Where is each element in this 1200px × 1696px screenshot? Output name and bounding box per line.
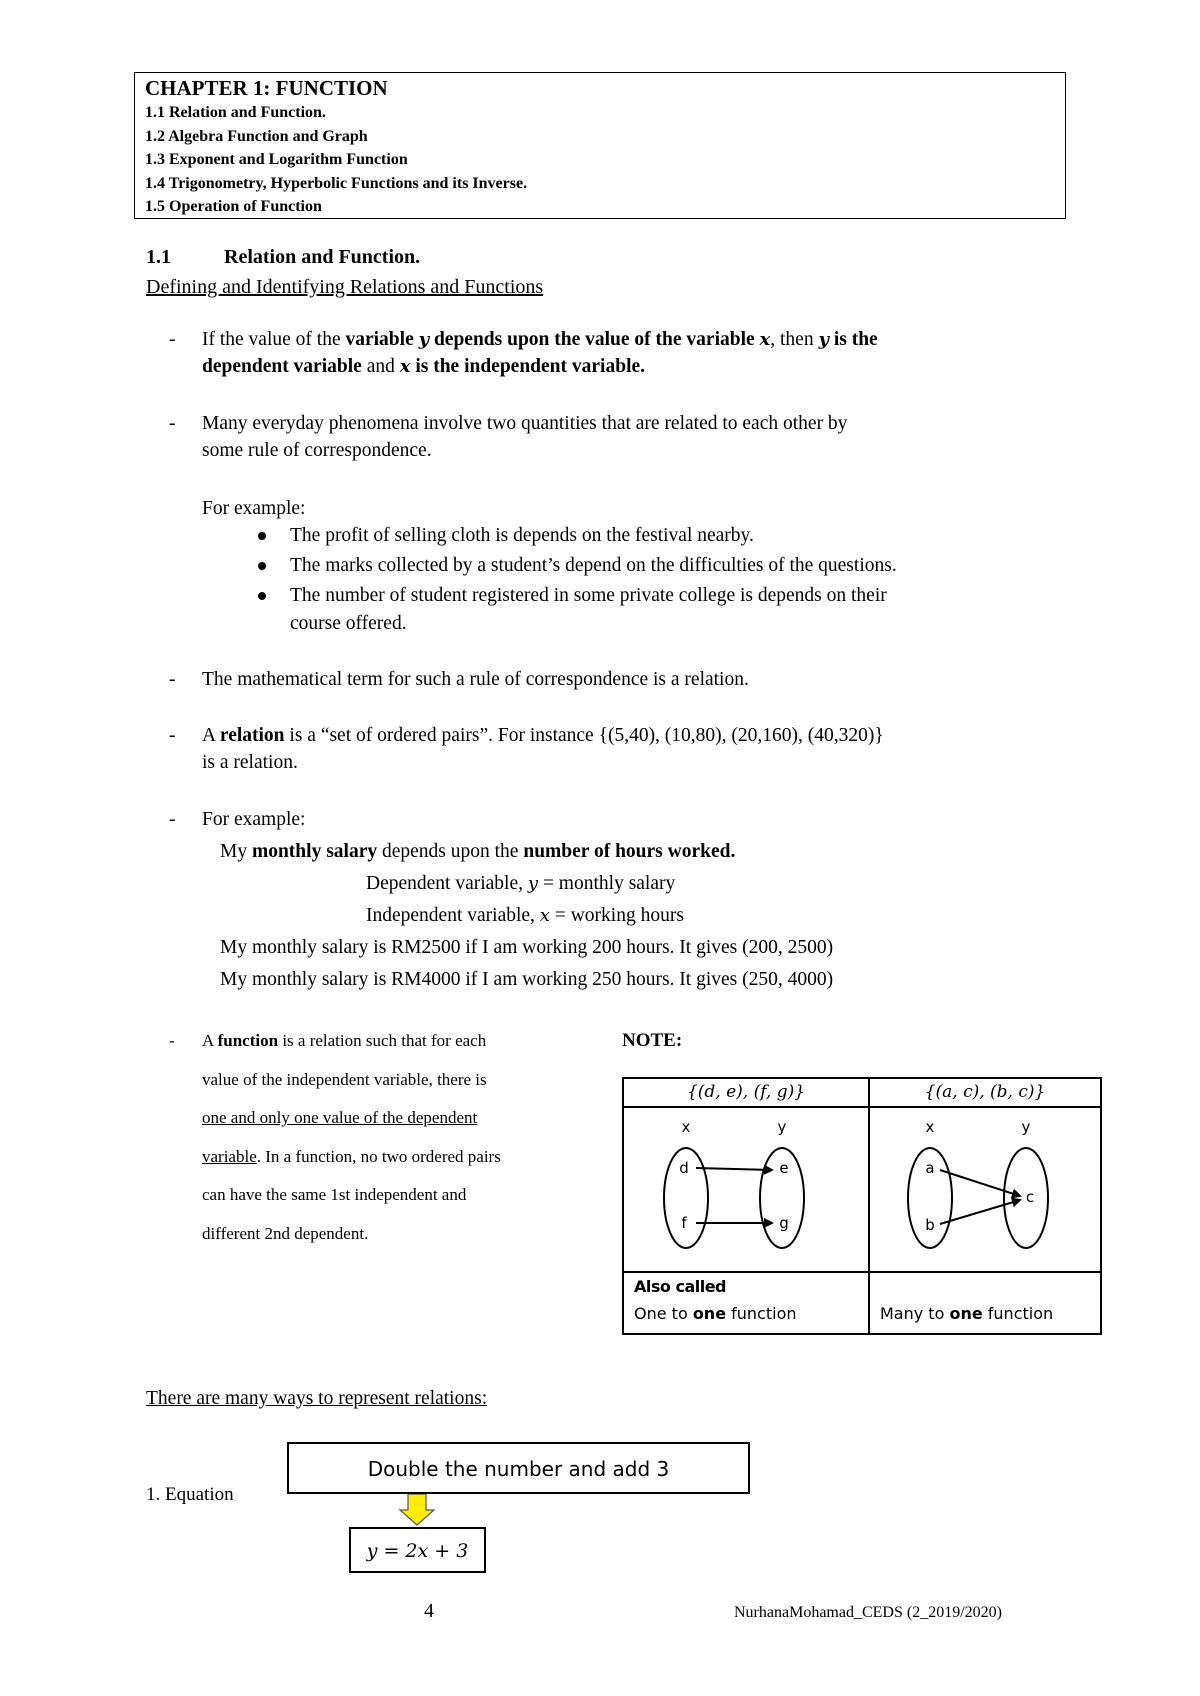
equation-label: 1. Equation: [146, 1484, 234, 1505]
y-axis-label: y: [1021, 1118, 1031, 1136]
also-called-label: Also called: [634, 1277, 727, 1296]
chapter-title: CHAPTER 1: FUNCTION: [145, 76, 388, 100]
down-arrow-icon: [398, 1494, 436, 1526]
bullet-item: The number of student registered in some private college is depends on their: [290, 582, 887, 610]
equation-description-box: Double the number and add 3: [287, 1442, 750, 1494]
paragraph-example-salary: - For example:: [169, 809, 306, 830]
bullet-item: The profit of selling cloth is depends on the festival nearby.: [290, 522, 754, 550]
chapter-box: [134, 72, 1066, 219]
range-element: g: [779, 1214, 789, 1232]
equation-formula-box: y = 2x + 3: [349, 1527, 486, 1573]
salary-line: My monthly salary depends upon the number of hours worked.: [220, 841, 736, 862]
salary-example-2: My monthly salary is RM4000 if I am working 250 hours. It gives (250, 4000): [220, 969, 834, 990]
note-header-one-to-one: {(d, e), (f, g)}: [623, 1078, 869, 1107]
toc-item: 1.5 Operation of Function: [145, 198, 322, 215]
mapping-diagram-cell: [869, 1107, 1101, 1272]
x-axis-label: x: [925, 1118, 935, 1136]
range-element: e: [779, 1159, 789, 1177]
ways-heading: There are many ways to represent relations:: [146, 1388, 488, 1409]
mapping-arrow: [696, 1168, 772, 1170]
toc-item: 1.1 Relation and Function.: [145, 104, 326, 121]
example-label: For example:: [202, 498, 306, 519]
dependent-variable-line: Dependent variable, y = monthly salary: [366, 873, 676, 894]
subheading: Defining and Identifying Relations and Functions: [146, 276, 544, 298]
paragraph-phenomena: - Many everyday phenomena involve two quantities that are related to each other by some rule of correspondence.: [169, 413, 848, 461]
note-header-many-to-one: {(a, c), (b, c)}: [869, 1078, 1101, 1107]
y-axis-label: y: [777, 1118, 787, 1136]
page-number: 4: [424, 1600, 434, 1622]
toc-item: 1.3 Exponent and Logarithm Function: [145, 151, 408, 168]
paragraph-variables: - If the value of the variable y depends upon the value of the variable x, then y is the dependent variable and x is the independent variable.: [169, 329, 878, 377]
footer-credit: NurhanaMohamad_CEDS (2_2019/2020): [734, 1604, 1002, 1621]
range-element: c: [1025, 1188, 1035, 1206]
mapping-diagram-cell: [623, 1107, 869, 1272]
x-axis-label: x: [681, 1118, 691, 1136]
function-definition: - A function is a relation such that for each value of the independent variable, there is one and only one value of the dependent variable. In a function, no two ordered pairs can have the same 1st independent and different 2nd dependent.: [169, 1031, 501, 1243]
domain-element: a: [925, 1159, 935, 1177]
toc-item: 1.4 Trigonometry, Hyperbolic Functions and its Inverse.: [145, 174, 528, 192]
paragraph-relation-term: - The mathematical term for such a rule of correspondence is a relation.: [169, 669, 749, 690]
many-to-one-cell: [869, 1272, 1101, 1334]
section-heading: [146, 246, 420, 269]
domain-element: b: [925, 1216, 935, 1234]
one-to-one-mapping-diagram: [624, 1108, 868, 1266]
salary-example-1: My monthly salary is RM2500 if I am working 200 hours. It gives (200, 2500): [220, 937, 834, 958]
bullet-item: The marks collected by a student’s depend on the difficulties of the questions.: [290, 552, 897, 580]
many-to-one-label: Many to one function: [880, 1304, 1054, 1323]
note-label: NOTE:: [622, 1030, 683, 1051]
bullet-continuation: course offered.: [290, 613, 407, 634]
domain-element: d: [679, 1159, 689, 1177]
also-called-cell: [623, 1272, 869, 1334]
independent-variable-line: Independent variable, x = working hours: [366, 905, 684, 926]
domain-element: f: [681, 1214, 687, 1232]
many-to-one-mapping-diagram: [870, 1108, 1100, 1266]
one-to-one-label: One to one function: [634, 1304, 797, 1323]
toc-item: 1.2 Algebra Function and Graph: [145, 127, 368, 145]
section-number: 1.1: [146, 246, 171, 268]
paragraph-relation-def: - A relation is a “set of ordered pairs”. For instance {(5,40), (10,80), (20,160), (40,320)} is a relation.: [169, 725, 884, 773]
section-title: Relation and Function.: [224, 246, 421, 268]
note-table: [622, 1077, 1102, 1335]
